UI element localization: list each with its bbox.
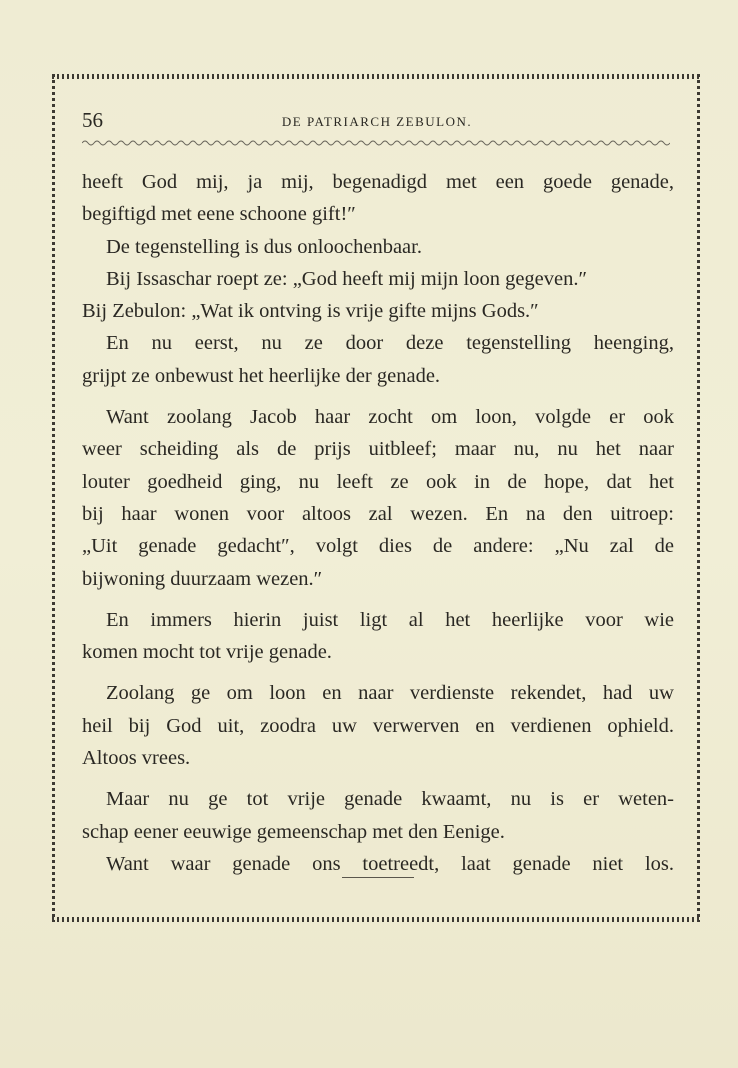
text-line: En nu eerst, nu ze door deze tegenstelling heenging, <box>106 332 674 355</box>
paragraph-6 <box>82 604 674 669</box>
text-line: heil bij God uit, zoodra uw verwerven en verdienen ophield. <box>82 714 674 737</box>
paragraph-1 <box>82 166 674 231</box>
text-line: heeft God mij, ja mij, begenadigd met een goede genade, <box>82 171 674 193</box>
text-line: Zoolang ge om loon en naar verdienste rekendet, had uw <box>106 682 674 705</box>
page-body <box>82 166 674 880</box>
paragraph-9 <box>82 848 674 880</box>
paragraph-4 <box>82 327 674 392</box>
text-line: grijpt ze onbewust het heerlijke der genade. <box>82 364 441 387</box>
text-line: En immers hierin juist ligt al het heerlijke voor wie <box>106 608 674 631</box>
page-header <box>82 108 672 138</box>
wavy-header-rule <box>82 138 670 148</box>
dotted-page-border <box>52 74 700 922</box>
text-line: „Uit genade gedacht″, volgt dies de andere: „Nu zal de <box>82 535 674 558</box>
page-number: 56 <box>82 108 103 132</box>
text-line: begiftigd met eene schoone gift!″ <box>82 203 356 226</box>
running-title: DE PATRIARCH ZEBULON. <box>281 114 473 129</box>
text-line: Bij Zebulon: „Wat ik ontving is vrije gifte mijns Gods.″ <box>82 300 539 323</box>
text-line: bijwoning duurzaam wezen.″ <box>82 567 323 590</box>
text-line: weer scheiding als de prijs uitbleef; maar nu, nu het naar <box>82 438 674 461</box>
text-line: Altoos vrees. <box>82 747 191 770</box>
text-line: bij haar wonen voor altoos zal wezen. En na den uitroep: <box>82 502 674 525</box>
text-line: Want waar genade ons toetreedt, laat genade niet los. <box>106 852 674 875</box>
border-left <box>52 74 55 922</box>
border-right <box>697 74 700 922</box>
closing-rule <box>342 877 414 878</box>
paragraph-3 <box>82 263 674 328</box>
paragraph-7 <box>82 677 674 774</box>
paragraph-8 <box>82 783 674 848</box>
text-line: Bij Issaschar roept ze: „God heeft mij mijn loon gegeven.″ <box>106 267 588 290</box>
text-line: Maar nu ge tot vrije genade kwaamt, nu is er weten- <box>106 788 674 811</box>
text-line: komen mocht tot vrije genade. <box>82 641 332 664</box>
border-bottom <box>52 917 700 922</box>
border-top <box>52 74 700 79</box>
text-line: schap eener eeuwige gemeenschap met den Eenige. <box>82 820 505 843</box>
paragraph-2 <box>82 231 674 263</box>
paragraph-5 <box>82 401 674 595</box>
text-line: De tegenstelling is dus onloochenbaar. <box>106 235 422 258</box>
text-line: louter goedheid ging, nu leeft ze ook in de hope, dat het <box>82 470 674 493</box>
text-line: Want zoolang Jacob haar zocht om loon, volgde er ook <box>106 406 674 429</box>
